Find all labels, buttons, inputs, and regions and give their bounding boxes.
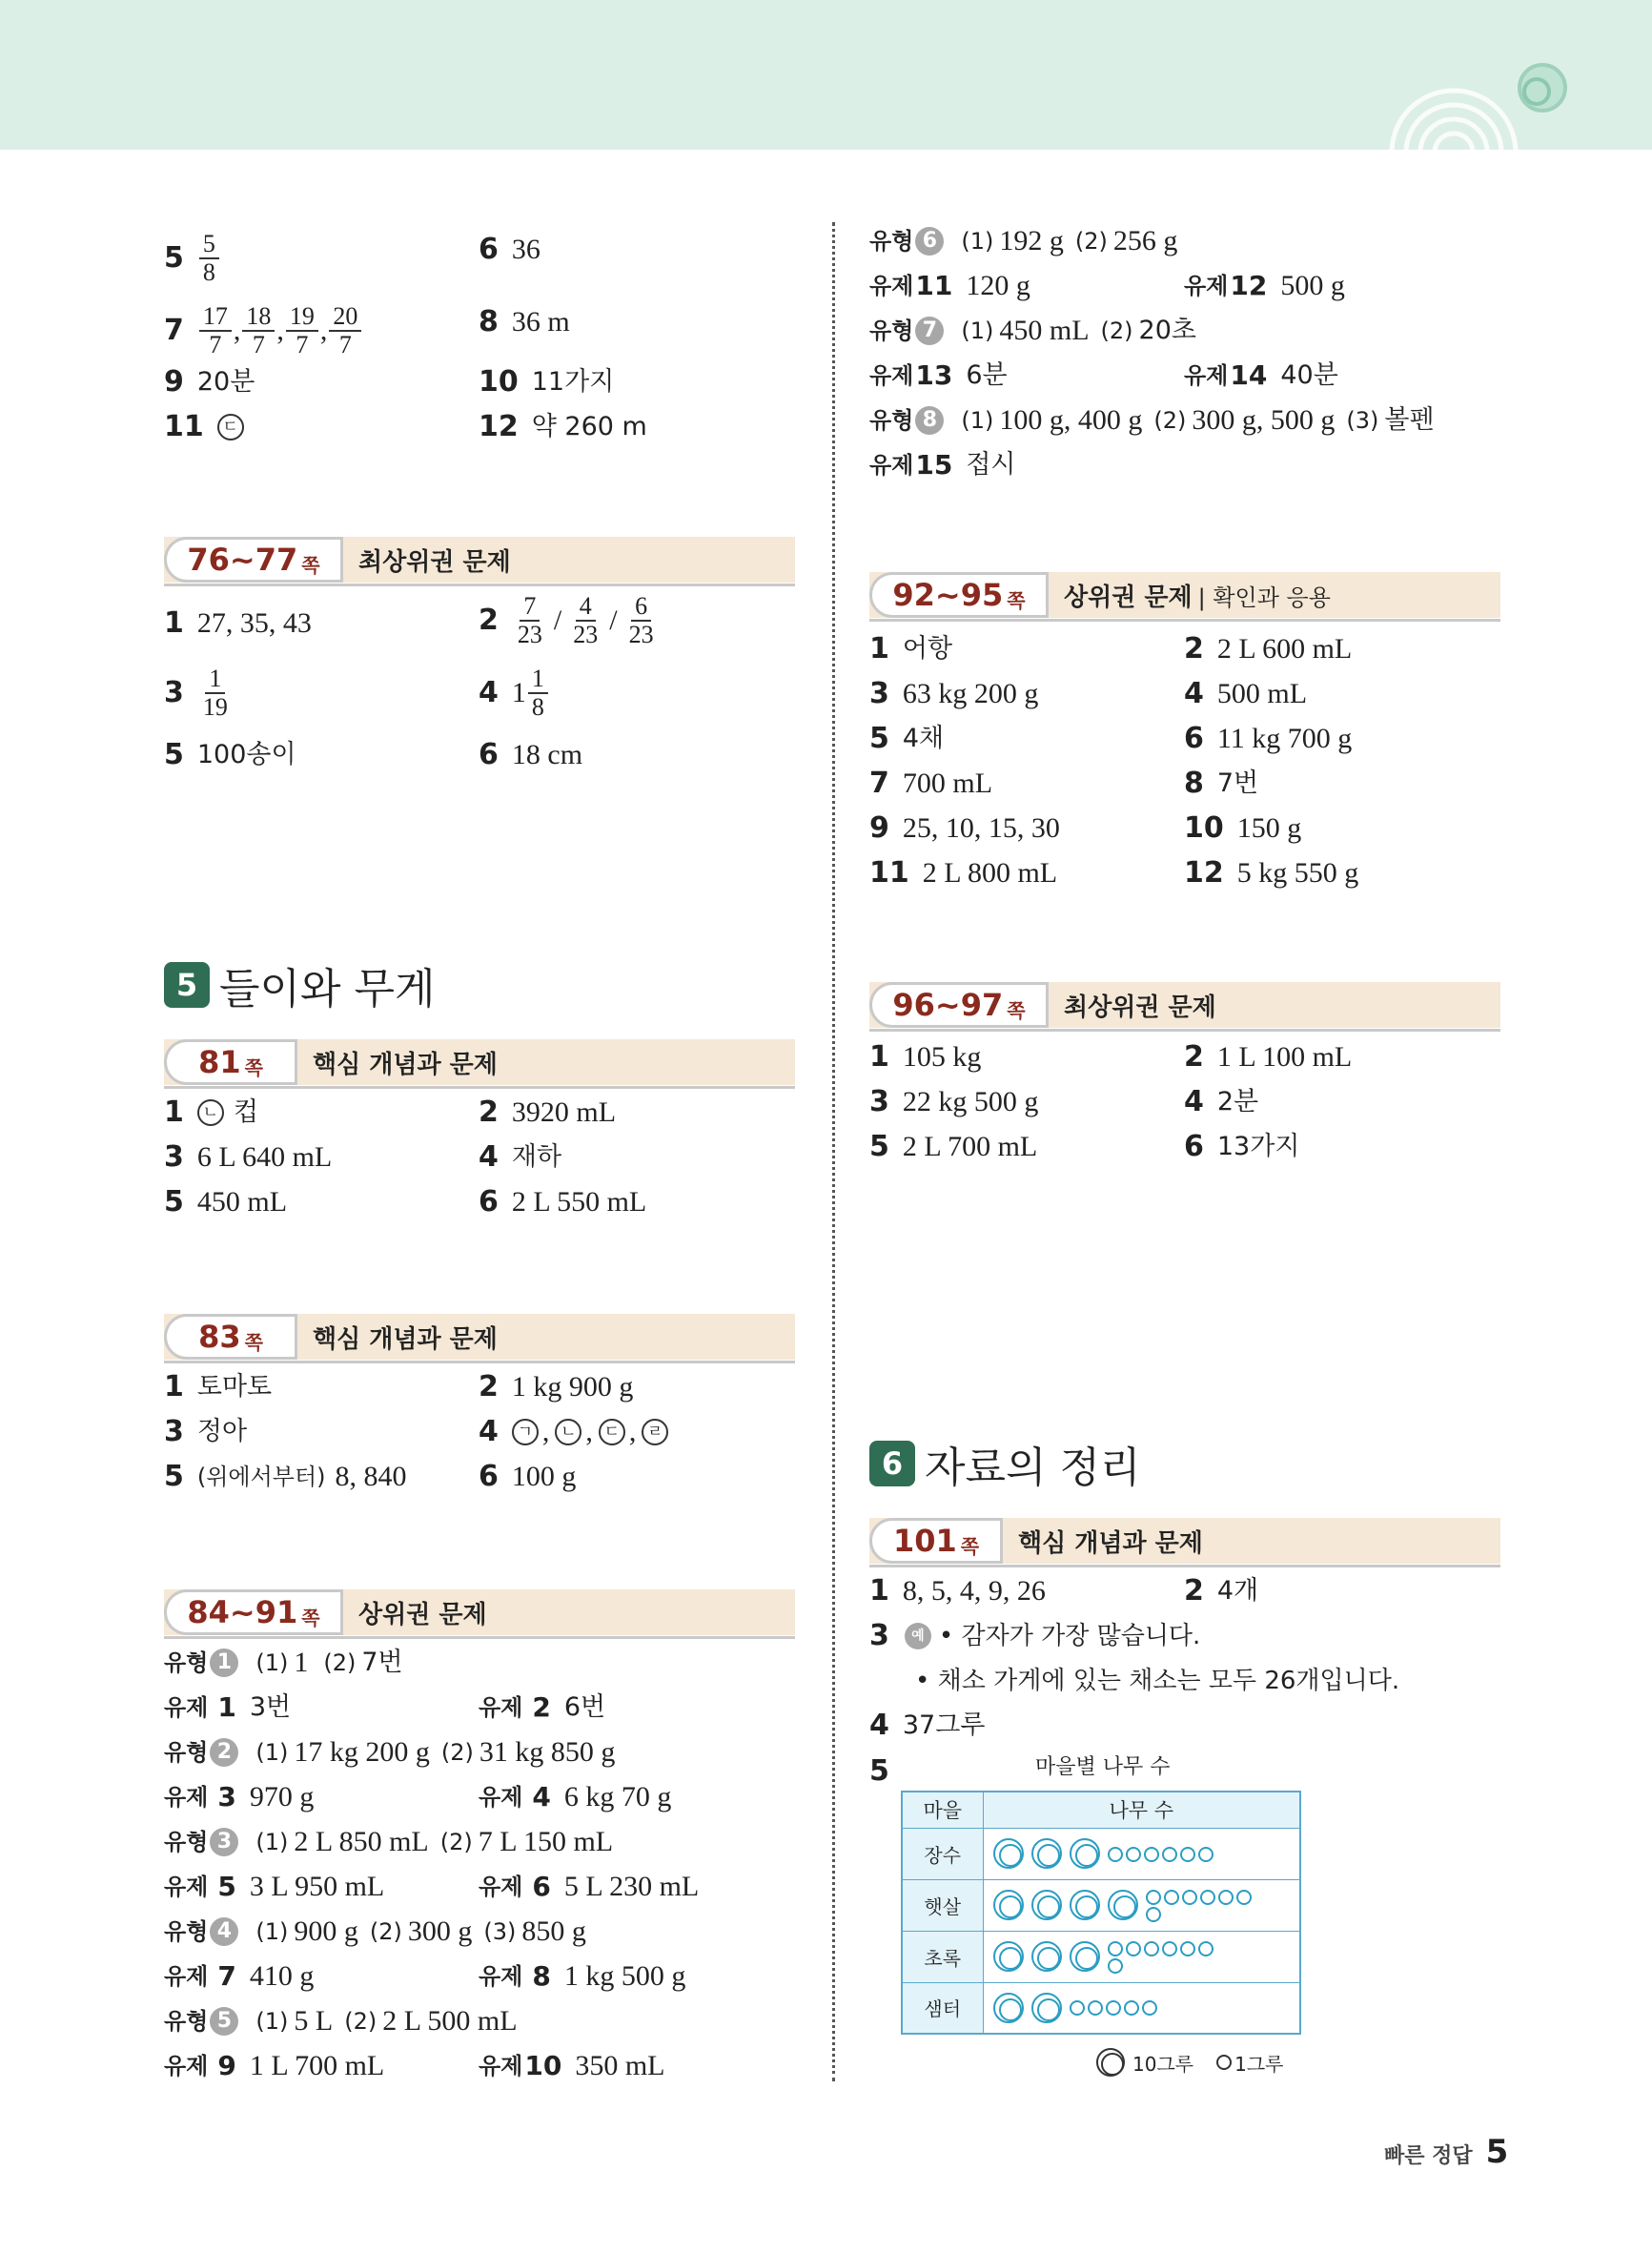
exercise-item: 유제 7 410 g xyxy=(164,1960,315,1992)
type-item: 유형 1 (1) 1 (2) 7번 xyxy=(164,1647,403,1678)
pictograph-row xyxy=(902,1828,1300,1879)
one-tree-icon xyxy=(1162,1847,1177,1862)
exercise-item: 유제 1 3번 xyxy=(164,1691,292,1723)
section-tag xyxy=(164,537,795,583)
answer-item: 3 63 kg 200 g xyxy=(869,677,1039,710)
type-item: 유형 4 (1) 900 g (2) 300 g (3) 850 g xyxy=(164,1915,586,1947)
type-item: 유형 8 (1) 100 g, 400 g (2) 300 g, 500 g (3) 볼펜 xyxy=(869,404,1435,436)
answer-item: 4 재하 xyxy=(479,1140,562,1174)
answer-item: 2 1 kg 900 g xyxy=(479,1370,634,1403)
one-tree-icon xyxy=(1106,2000,1121,2016)
chapter-number: 6 xyxy=(869,1441,915,1486)
fraction: $\frac{20}{7}$ xyxy=(329,303,361,358)
type-badge: 1 xyxy=(210,1649,238,1677)
ten-trees-icon xyxy=(1031,1993,1062,2023)
answer-item: 5 2 L 700 mL xyxy=(869,1130,1038,1163)
answer-item: 4 ㄱ , ㄴ , ㄷ , ㄹ xyxy=(479,1413,672,1451)
circled-letter: ㄷ xyxy=(217,414,244,440)
chapter-title: 들이와 무게 xyxy=(219,965,436,1014)
pictograph-title: 마을별 나무 수 xyxy=(1035,1755,1171,1779)
column-header: 마을 xyxy=(902,1792,983,1828)
answer-item: 12 약 260 m xyxy=(479,410,647,443)
answer-item: 3 6 L 640 mL xyxy=(164,1140,333,1174)
ten-trees-icon xyxy=(993,1941,1024,1972)
answer-item: 3 22 kg 500 g xyxy=(869,1085,1039,1118)
answer-item: 1 토마토 xyxy=(164,1370,273,1403)
answer-item: 6 18 cm xyxy=(479,738,583,771)
exercise-item: 유제 14 40분 xyxy=(1184,359,1338,391)
answer-item: 5 100송이 xyxy=(164,738,296,771)
answer-item: 9 25, 10, 15, 30 xyxy=(869,811,1060,845)
one-tree-icon xyxy=(1124,2000,1139,2016)
section-title: 상위권 문제 | 확인과 응용 xyxy=(1064,583,1331,612)
chapter-title: 자료의 정리 xyxy=(925,1444,1141,1492)
answer-item: 1 105 kg xyxy=(869,1040,982,1074)
answer-item: 4 500 mL xyxy=(1184,677,1308,710)
ten-trees-icon xyxy=(1031,1890,1062,1920)
ten-trees-icon xyxy=(993,1838,1024,1869)
one-tree-icon xyxy=(1146,1890,1161,1905)
page-number: 5 xyxy=(1485,2133,1509,2171)
answer-item: 7 700 mL xyxy=(869,767,993,800)
answer-item: 11 2 L 800 mL xyxy=(869,856,1058,890)
one-tree-icon xyxy=(1108,1847,1123,1862)
chapter-heading xyxy=(164,954,436,1015)
one-tree-icons xyxy=(1108,1939,1232,1974)
section-title: 최상위권 문제 xyxy=(358,547,511,577)
answer-item: 6 13가지 xyxy=(1184,1130,1300,1163)
one-tree-icon xyxy=(1200,1890,1215,1905)
one-tree-icon xyxy=(1088,2000,1103,2016)
column-divider xyxy=(832,222,835,2081)
tree-icons xyxy=(983,1931,1300,1982)
village-name: 초록 xyxy=(902,1931,983,1982)
section-title: 최상위권 문제 xyxy=(1064,993,1216,1022)
one-tree-icon xyxy=(1218,1890,1234,1905)
village-name: 장수 xyxy=(902,1828,983,1879)
ten-trees-icon xyxy=(1031,1941,1062,1972)
answer-item: 10 150 g xyxy=(1184,811,1302,845)
ten-trees-icon xyxy=(1070,1890,1100,1920)
pictograph-row xyxy=(902,1982,1300,2034)
pictograph-table xyxy=(901,1791,1301,2035)
one-tree-icon xyxy=(1108,1941,1123,1956)
page-footer xyxy=(1384,2133,1508,2171)
section-tag: 83 쪽 핵심 개념과 문제 xyxy=(164,1314,795,1360)
answer-item: 2 $\frac{7}{23}$ / $\frac{4}{23}$ / $\frac{6}{23}$ xyxy=(479,592,654,648)
item-number: 5 xyxy=(164,241,184,275)
exercise-item: 유제 2 6번 xyxy=(479,1691,606,1723)
answer-item: 2 3920 mL xyxy=(479,1096,617,1129)
exercise-item: 유제 9 1 L 700 mL xyxy=(164,2050,385,2081)
answer-item: 8 7번 xyxy=(1184,767,1259,800)
pictograph-row xyxy=(902,1931,1300,1982)
section-pages: 76~77 쪽 xyxy=(164,537,343,583)
one-tree-icon xyxy=(1164,1890,1179,1905)
chapter-heading xyxy=(869,1433,1141,1494)
section-tag: 101 쪽 핵심 개념과 문제 xyxy=(869,1518,1500,1564)
one-tree-icon xyxy=(1180,1847,1195,1862)
one-tree-icon xyxy=(1142,2000,1157,2016)
exercise-item: 유제 12 500 g xyxy=(1184,270,1345,301)
tree-icons xyxy=(983,1828,1300,1879)
answer-item: 1 27, 35, 43 xyxy=(164,606,312,640)
answer-item: 5 4채 xyxy=(869,722,945,755)
exercise-item: 유제 6 5 L 230 mL xyxy=(479,1871,700,1902)
pictograph-legend: 10그루 1그루 xyxy=(1096,2048,1283,2077)
ten-trees-icon xyxy=(993,1993,1024,2023)
example-badge: 예 xyxy=(905,1623,931,1649)
fraction: $\frac{5}{8}$ xyxy=(199,231,219,286)
answer-item: 11 ㄷ xyxy=(164,408,248,446)
answer-item: 2 2 L 600 mL xyxy=(1184,632,1353,666)
ten-trees-icon xyxy=(1031,1838,1062,1869)
one-tree-icon xyxy=(1216,2055,1232,2070)
answer-item: 10 11가지 xyxy=(479,365,615,399)
one-tree-icon xyxy=(1126,1847,1141,1862)
one-tree-icon xyxy=(1144,1847,1159,1862)
ten-trees-icon xyxy=(1096,2048,1125,2077)
one-tree-icon xyxy=(1146,1907,1161,1922)
exercise-item: 유제 11 120 g xyxy=(869,270,1030,301)
one-tree-icons xyxy=(1146,1888,1270,1922)
type-item: 유형 5 (1) 5 L (2) 2 L 500 mL xyxy=(164,2005,518,2037)
ten-trees-icon xyxy=(993,1890,1024,1920)
one-tree-icon xyxy=(1236,1890,1252,1905)
answer-item: 12 5 kg 550 g xyxy=(1184,856,1359,890)
type-item: 유형 2 (1) 17 kg 200 g (2) 31 kg 850 g xyxy=(164,1736,616,1768)
one-tree-icon xyxy=(1144,1941,1159,1956)
decorative-circles xyxy=(1382,38,1592,151)
answer-item xyxy=(164,231,221,286)
section-tag: 84~91 쪽 상위권 문제 xyxy=(164,1589,795,1635)
section-tag: 92~95 쪽 상위권 문제 | 확인과 응용 xyxy=(869,572,1500,618)
section-title: 핵심 개념과 문제 xyxy=(313,1324,498,1354)
answer-item: 6 36 xyxy=(479,231,540,269)
type-item: 유형 6 (1) 192 g (2) 256 g xyxy=(869,225,1178,256)
answer-item: 6 100 g xyxy=(479,1460,577,1493)
answer-item: 1 ㄴ 컵 xyxy=(164,1096,258,1129)
answer-item: 7 $\frac{17}{7}$ , $\frac{18}{7}$ , $\frac{19}{7}$ , $\frac{20}{7}$ xyxy=(164,303,363,358)
answer-item: 8 36 m xyxy=(479,305,570,338)
section-tag: 96~97 쪽 최상위권 문제 xyxy=(869,982,1500,1028)
ten-trees-icon xyxy=(1070,1838,1100,1869)
ten-trees-icon xyxy=(1108,1890,1138,1920)
one-tree-icon xyxy=(1108,1958,1123,1974)
answer-item: 3 정아 xyxy=(164,1415,248,1448)
section-tag: 81 쪽 핵심 개념과 문제 xyxy=(164,1039,795,1085)
exercise-item: 유제 4 6 kg 70 g xyxy=(479,1781,672,1813)
answer-item: 1 어항 xyxy=(869,632,953,666)
answer-item: 2 1 L 100 mL xyxy=(1184,1040,1353,1074)
exercise-item: 유제 8 1 kg 500 g xyxy=(479,1960,686,1992)
exercise-item: 유제 10 350 mL xyxy=(479,2050,665,2081)
answer-item: 1 8, 5, 4, 9, 26 xyxy=(869,1574,1046,1608)
fraction: $\frac{19}{7}$ xyxy=(286,303,318,358)
column-header: 나무 수 xyxy=(983,1792,1300,1828)
type-item: 유형 7 (1) 450 mL (2) 20초 xyxy=(869,315,1196,346)
exercise-item: 유제 5 3 L 950 mL xyxy=(164,1871,385,1902)
ten-trees-icon xyxy=(1070,1941,1100,1972)
answer-item: 9 20분 xyxy=(164,365,255,399)
footer-label: 빠른 정답 xyxy=(1384,2144,1473,2168)
answer-item: 5 xyxy=(869,1754,889,1788)
answer-item: 4 1 $\frac{1}{8}$ xyxy=(479,666,550,721)
tree-icons xyxy=(983,1879,1300,1931)
one-tree-icons xyxy=(1108,1845,1232,1862)
answer-item: 3 예 • 감자가 가장 많습니다. xyxy=(869,1619,1201,1652)
one-tree-icon xyxy=(1198,1941,1214,1956)
chapter-number: 5 xyxy=(164,962,210,1008)
one-tree-icon xyxy=(1162,1941,1177,1956)
one-tree-icon xyxy=(1182,1890,1197,1905)
answer-item: 5 450 mL xyxy=(164,1185,288,1219)
type-item: 유형 3 (1) 2 L 850 mL (2) 7 L 150 mL xyxy=(164,1826,614,1857)
exercise-item: 유제 15 접시 xyxy=(869,449,1016,481)
answer-item: 2 4개 xyxy=(1184,1574,1259,1608)
one-tree-icon xyxy=(1198,1847,1214,1862)
answer-item: 6 11 kg 700 g xyxy=(1184,722,1353,755)
answer-item: 4 37그루 xyxy=(869,1709,986,1742)
pictograph-row xyxy=(902,1879,1300,1931)
one-tree-icons xyxy=(1070,1999,1193,2017)
answer-item: 4 2분 xyxy=(1184,1085,1259,1118)
tree-icons xyxy=(983,1982,1300,2034)
fraction: $\frac{18}{7}$ xyxy=(242,303,275,358)
section-title: 핵심 개념과 문제 xyxy=(1018,1528,1203,1558)
answer-item: 6 2 L 550 mL xyxy=(479,1185,647,1219)
village-name: 햇살 xyxy=(902,1879,983,1931)
one-tree-icon xyxy=(1180,1941,1195,1956)
section-title: 상위권 문제 xyxy=(358,1600,487,1629)
answer-item: 3 $\frac{1}{19}$ xyxy=(164,665,228,721)
one-tree-icon xyxy=(1126,1941,1141,1956)
fraction: $\frac{17}{7}$ xyxy=(199,303,232,358)
answer-value: 36 xyxy=(511,234,540,265)
pictograph-body xyxy=(902,1828,1300,2034)
village-name: 샘터 xyxy=(902,1982,983,2034)
section-title: 핵심 개념과 문제 xyxy=(313,1050,498,1079)
answer-item: 5 (위에서부터) 8, 840 xyxy=(164,1460,407,1493)
one-tree-icon xyxy=(1070,2000,1085,2016)
exercise-item: 유제 13 6분 xyxy=(869,359,1008,391)
answer-line: • 채소 가게에 있는 채소는 모두 26개입니다. xyxy=(915,1667,1400,1695)
exercise-item: 유제 3 970 g xyxy=(164,1781,315,1813)
